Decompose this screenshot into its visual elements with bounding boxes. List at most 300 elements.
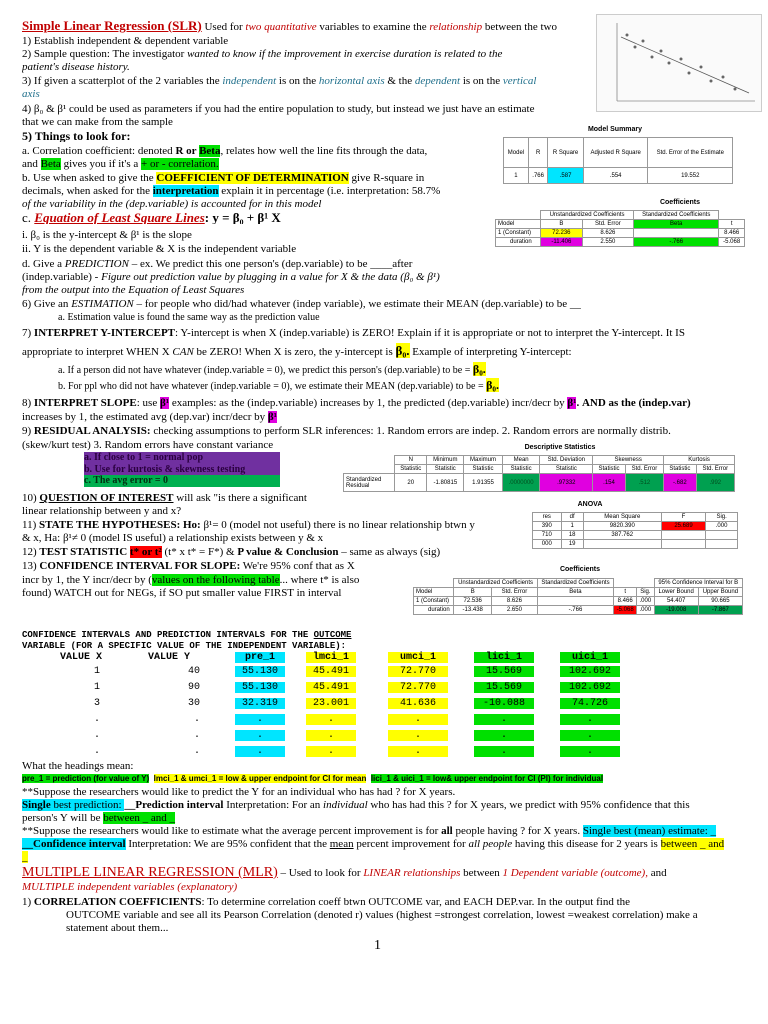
legend-mci: lmci_1 & umci_1 = low & upper endpoint for CI for mean [153, 774, 367, 783]
t: Single best (mean) estimate: _ [582, 825, 717, 837]
t: ... where t* is also [279, 574, 360, 586]
t: P value & Conclusion [237, 546, 339, 558]
ci-placeholder-x: . [93, 746, 100, 757]
ds-sub-3: Statistic [464, 465, 503, 474]
ds-n: 20 [395, 474, 427, 492]
t: β¹ [267, 411, 277, 423]
t: 9) [22, 425, 34, 437]
slr-item-10 [22, 492, 358, 504]
t: 13) [22, 560, 40, 572]
t: (indep.variable) - [22, 271, 102, 283]
t: give R-square in [348, 172, 425, 184]
slr-item-6 [22, 298, 754, 310]
t: mean [329, 838, 354, 850]
mlr-item-1-cont: OUTCOME variable and see all its Pearson Correlation (denoted r) values (highest =strongest correlation, lowest =weakest correlation) make a [66, 909, 698, 921]
t: examples: as the (indep.variable) increases by 1, the predicted (dep.variable) incr/decr by [169, 397, 568, 409]
ci-placeholder-lmci: . [306, 714, 356, 725]
t: appropriate to interpret WHEN X [22, 346, 173, 358]
intro-text-2: variables to examine the [316, 21, 430, 33]
ci-h-value-y: VALUE Y [148, 652, 191, 663]
anova-title: ANOVA [577, 501, 603, 508]
t: will ask "is there a significant [173, 492, 307, 504]
ds-sub-2: Statistic [427, 465, 464, 474]
slr-item-13 [22, 560, 398, 572]
t: gives you if it's a [60, 158, 142, 170]
t: + or - correlation. [141, 158, 219, 170]
t: _ [22, 851, 28, 863]
c2-e1 [414, 579, 454, 588]
slr-item-6a: a. Estimation value is found the same way as the prediction value [58, 312, 320, 323]
headings-legend [22, 773, 754, 785]
c2-h-ub: Upper Bound [698, 588, 742, 597]
model-summary-table [503, 137, 733, 184]
c2-r2-b: -13.438 [454, 606, 492, 615]
slr-item-2-cont [22, 61, 754, 73]
ms-h-model: Model [504, 138, 529, 168]
intro-text-3: between the two [482, 21, 557, 33]
slr-item-9-cont: (skew/kurt test) 3. Random errors have constant variance [22, 439, 274, 451]
t: person's Y will be [22, 812, 104, 824]
t: LINEAR relationships [363, 867, 461, 879]
t: – ex. We predict this one person's (dep.variable) to be ____after [128, 258, 413, 270]
c2-r2-ub: -7.867 [698, 606, 742, 615]
c1-h-beta: Beta [634, 220, 719, 229]
ci-placeholder-lici: . [474, 746, 534, 757]
t: & the [384, 75, 415, 87]
suppose-2 [22, 825, 754, 837]
t: is on the [460, 75, 503, 87]
t: __Prediction interval [124, 799, 224, 811]
t: : Y-intercept is when X (indep.variable) is ZERO! Explain if it is appropriate or not to interpret the Y-intercept. It IS [175, 327, 685, 339]
headings-question: What the headings mean: [22, 760, 134, 772]
an-h-sig: Sig. [706, 513, 738, 522]
t: individual [323, 799, 368, 811]
t: between [460, 867, 503, 879]
slr-item-13-cont [22, 574, 398, 586]
t: vertical [502, 75, 537, 87]
ci-cell-lmci: 23.001 [306, 698, 356, 709]
t: Interpretation: We are 95% confident that the [125, 838, 330, 850]
ds-sub-7: Std. Error [625, 465, 663, 474]
an-r2-ss: 710 [533, 531, 562, 540]
slr-item-8 [22, 397, 754, 409]
t: __Confidence interval [22, 838, 126, 850]
item-5b-cont [22, 185, 498, 197]
ds-h-min: Minimum [427, 456, 464, 465]
an-h-ss: res [533, 513, 562, 522]
ds-skew: .154 [593, 474, 625, 492]
an-h-df: df [561, 513, 583, 522]
ds-max: 1.91355 [464, 474, 503, 492]
c2-h-t: t [614, 588, 637, 597]
t: β₀. [395, 343, 410, 358]
t: : To determine correlation coeff btwn OUTCOME var, and EACH DEP.var. In the output find the [201, 896, 631, 908]
ci-cell-lmci: 45.491 [306, 666, 356, 677]
ds-sub-1: Statistic [395, 465, 427, 474]
slr-item-2-cont-text: patient's disease history. [22, 61, 130, 73]
an-r1-f: 25.689 [661, 522, 705, 531]
slr-item-11 [22, 519, 530, 531]
ms-h-rsq: R Square [548, 138, 583, 168]
c2-r1-t: 8.466 [614, 597, 637, 606]
ci-placeholder-lmci: . [306, 730, 356, 741]
t: STATE THE HYPOTHESES: Ho: [39, 519, 201, 531]
slr-item-11-cont: & x, Ha: β¹≠ 0 (model IS useful) a relationship exists between y & x [22, 532, 324, 544]
ci-cell-lici: 15.569 [474, 682, 534, 693]
desc-stats-table [343, 455, 735, 492]
c2-e3 [637, 579, 654, 588]
ci-placeholder-lici: . [474, 730, 534, 741]
slr-item-10-cont: linear relationship between y and x? [22, 505, 182, 517]
ds-h-mean: Mean [502, 456, 540, 465]
ci-h-lmci: lmci_1 [306, 652, 356, 663]
c2-r2-se: 2.650 [492, 606, 538, 615]
t: 3) If given a scatterplot of the 2 variables the [22, 75, 223, 87]
ds-h-sd: Std. Deviation [540, 456, 593, 465]
ci-cell-y: 90 [187, 682, 200, 693]
t: a. If a person did not have whatever (indep.variable = 0), we predict this person's (dep.variable) to be = [58, 365, 473, 376]
c1-r1-t: 8.466 [719, 229, 745, 238]
ds-sub-4: Statistic [502, 465, 540, 474]
t: Interpretation: For an [223, 799, 324, 811]
c2-h-lb: Lower Bound [654, 588, 698, 597]
desc-stats-title: Descriptive Statistics [524, 444, 596, 451]
an-r1-ms: 9820.390 [583, 522, 661, 531]
slr-item-7 [22, 327, 754, 339]
ms-v-adj: .554 [583, 168, 648, 184]
t: people having ? for X years. [452, 825, 583, 837]
intro-relationship: relationship [429, 21, 483, 33]
ci-cell-uici: 74.726 [560, 698, 620, 709]
ci-cell-uici: 102.692 [560, 666, 620, 677]
legend-pre: pre_1 = prediction (for value of Y) [22, 774, 150, 783]
t: 7) [22, 327, 34, 339]
c1-r1-model: 1 (Constant) [496, 229, 541, 238]
slr-item-12 [22, 546, 530, 558]
c1-h-unstd: Unstandardized Coefficients [541, 211, 634, 220]
ms-h-adj: Adjusted R Square [583, 138, 648, 168]
t: values on the following table [151, 574, 280, 586]
c2-h-ci: 95% Confidence Interval for B [654, 579, 742, 588]
c1-h-model: Model [496, 220, 541, 229]
c2-h-se: Std. Error [492, 588, 538, 597]
ci-placeholder-uici: . [560, 714, 620, 725]
ms-v-r: .766 [528, 168, 547, 184]
coef1-title: Coefficients [659, 199, 701, 206]
t: CAN [172, 346, 194, 358]
t: best prediction: [50, 799, 125, 811]
an-r1-sig: .000 [706, 522, 738, 531]
c1-h-t: t [719, 220, 745, 229]
c2-r1-se: 8.626 [492, 597, 538, 606]
item-5a-cont [22, 158, 498, 170]
anova-table [532, 512, 738, 549]
t: Beta [199, 145, 221, 157]
t: horizontal axis [318, 75, 385, 87]
ci-cell-pre: 55.130 [235, 666, 285, 677]
intro-text: Used for [204, 21, 246, 33]
slr-item-7-cont [22, 343, 754, 360]
t: percent improvement for [353, 838, 469, 850]
prediction-interval-line [22, 799, 754, 811]
c1-r2-t: -5.068 [719, 238, 745, 247]
ds-min: -1.80815 [427, 474, 464, 492]
slr-item-13-cont2: found) WATCH out for NEGs, if SO put smaller value FIRST in interval [22, 587, 342, 599]
t: COEFFICIENT OF DETERMINATION [156, 172, 349, 184]
mlr-item-1 [22, 896, 754, 908]
t: of the variability in the (dep.variable) is accounted for in this model [22, 198, 322, 210]
t: from the output into the Equation of Least Squares [22, 284, 245, 296]
ci-placeholder-x: . [93, 714, 100, 725]
ci-h-umci: umci_1 [388, 652, 448, 663]
item-5d-cont2 [22, 284, 498, 296]
slr-item-5: 5) Things to look for: [22, 130, 131, 142]
ci-placeholder-y: . [193, 714, 200, 725]
page-number: 1 [374, 938, 381, 953]
ci-cell-x: 3 [93, 698, 100, 709]
t: RESIDUAL ANALYSIS: [33, 425, 151, 437]
t: R or [175, 145, 200, 157]
ci-h-uici: uici_1 [560, 652, 620, 663]
t: having this disease for 2 years is [512, 838, 661, 850]
t: 6) Give an [22, 298, 72, 310]
t: : y = β₀ + β¹ X [204, 212, 281, 224]
an-r3-ss: 000 [533, 540, 562, 549]
an-r3-sig [706, 540, 738, 549]
ci-placeholder-umci: . [388, 746, 448, 757]
prediction-interval-cont [22, 812, 754, 824]
t: t* or t² [129, 546, 162, 558]
slr-item-9 [22, 425, 754, 437]
ci-table [0, 652, 768, 762]
slr-item-7b [58, 378, 754, 394]
t: β₀. [472, 362, 486, 376]
c2-h-unstd: Unstandardized Coefficients [454, 579, 537, 588]
slr-item-2-text: 2) Sample question: The investigator [22, 48, 188, 60]
ci-h-value-x: VALUE X [60, 652, 103, 663]
t: CONFIDENCE INTERVAL FOR SLOPE: [39, 560, 241, 572]
t: 8) [22, 397, 34, 409]
suppose-1: **Suppose the researchers would like to predict the Y for an individual who has had ? for X years. [22, 786, 456, 798]
t: ESTIMATION [71, 298, 134, 310]
ds-h-kurt: Kurtosis [664, 456, 735, 465]
c1-r1-b: 72.236 [541, 229, 583, 238]
residual-note-a: a. If close to 1 = normal pop [84, 452, 280, 464]
residual-note-b: b. Use for kurtosis & skewness testing [84, 464, 280, 476]
t: TEST STATISTIC [39, 546, 128, 558]
t: CONFIDENCE INTERVALS AND PREDICTION INTERVALS FOR THE [22, 630, 314, 640]
ds-sub-8: Statistic [664, 465, 696, 474]
item-5a [22, 145, 498, 157]
t: We're 95% conf that as X [240, 560, 355, 572]
t: : use [136, 397, 160, 409]
t: interpretation [152, 185, 219, 197]
coef2-title: Coefficients [559, 566, 601, 573]
an-r1-df: 1 [561, 522, 583, 531]
ds-kurt: -.682 [664, 474, 696, 492]
ci-placeholder-lici: . [474, 714, 534, 725]
c2-r1-b: 72.536 [454, 597, 492, 606]
t: Equation of Least Square Lines [34, 212, 205, 224]
ds-h-skew: Skewness [593, 456, 664, 465]
page-title: Simple Linear Regression (SLR) [22, 20, 202, 33]
ds-sub-5: Statistic [540, 465, 593, 474]
c2-r1-beta [537, 597, 613, 606]
ci-heading-2: VARIABLE (FOR A SPECIFIC VALUE OF THE INDEPENDENT VARIABLE): [22, 641, 347, 651]
c1-h-std: Standardized Coefficients [634, 211, 719, 220]
c1-h-se: Std. Error [582, 220, 633, 229]
ci-cell-pre: 32.319 [235, 698, 285, 709]
t: OUTCOME [313, 630, 352, 640]
t: increases by 1, the estimated avg (dep.var) incr/decr by [22, 411, 268, 423]
c1-r1-beta [634, 229, 719, 238]
t: checking assumptions to perform SLR inferences: 1. Random errors are indep. 2. Random errors are normally distrib. [150, 425, 671, 437]
t: β¹ [567, 397, 577, 409]
c2-r1-sig: .000 [637, 597, 654, 606]
t: all people [468, 838, 513, 850]
c2-r1-model: 1 (Constant) [414, 597, 454, 606]
ci-placeholder-uici: . [560, 730, 620, 741]
c2-r2-t: -5.068 [614, 606, 637, 615]
t: Beta [40, 158, 61, 170]
ds-empty [344, 456, 395, 465]
t: is on the [276, 75, 319, 87]
ds-sub-9: Std. Error [696, 465, 734, 474]
t: explain it in percentage (i.e. interpretation: 58.7% [218, 185, 441, 197]
c1-r2-se: 2.550 [582, 238, 633, 247]
t: 12) [22, 546, 40, 558]
an-r1-ss: 390 [533, 522, 562, 531]
slr-item-2 [22, 48, 588, 60]
c2-r1-lb: 54.407 [654, 597, 698, 606]
an-h-ms: Mean Square [583, 513, 661, 522]
ci-placeholder-umci: . [388, 730, 448, 741]
t: independent [222, 75, 277, 87]
an-r2-ms: 387.762 [583, 531, 661, 540]
slr-item-3 [22, 75, 754, 87]
model-summary-title: Model Summary [587, 126, 643, 133]
item-5b [22, 172, 498, 184]
c2-r2-lb: -19.008 [654, 606, 698, 615]
ds-skew-se: .512 [625, 474, 663, 492]
t: β¹ [159, 397, 170, 409]
c1-r2-beta: -.766 [634, 238, 719, 247]
ms-h-se: Std. Error of the Estimate [648, 138, 733, 168]
t: between _ and _ [103, 812, 175, 824]
c1-r2-model: duration [496, 238, 541, 247]
an-r3-f [661, 540, 705, 549]
c2-r2-beta: -.766 [537, 606, 613, 615]
an-r3-ms [583, 540, 661, 549]
ci-placeholder-x: . [93, 730, 100, 741]
c2-h-b: B [454, 588, 492, 597]
c2-e2 [614, 579, 637, 588]
ci-h-pre: pre_1 [235, 652, 285, 663]
ds-mean: .0000000 [502, 474, 540, 492]
mlr-title: MULTIPLE LINEAR REGRESSION (MLR) [22, 866, 278, 880]
an-r2-f [661, 531, 705, 540]
c1-r1-se: 8.626 [582, 229, 633, 238]
ds-kurt-se: .992 [696, 474, 734, 492]
an-r2-df: 18 [561, 531, 583, 540]
ci-cell-x: 1 [93, 682, 100, 693]
t: who has had this ? for X years, we predict with 95% confidence that this [367, 799, 690, 811]
mlr-item-1-cont2: statement about them... [66, 922, 169, 934]
c2-h-sig: Sig. [637, 588, 654, 597]
c2-h-beta: Beta [537, 588, 613, 597]
t: Single [22, 799, 51, 811]
t: **Suppose the researchers would like to estimate what the average percent improvement is for [22, 825, 442, 837]
ci-placeholder-lmci: . [306, 746, 356, 757]
item-5c [22, 212, 478, 224]
t: 1 Dependent variable (outcome), [502, 867, 648, 879]
item-5d [22, 258, 478, 270]
ds-row-label: Standardized Residual [344, 474, 395, 492]
ci-cell-lici: 15.569 [474, 666, 534, 677]
ci-cell-lici: -10.088 [474, 698, 534, 709]
t: . AND as the (indep.var) [576, 397, 691, 409]
t: Example of interpreting Y-intercept: [409, 346, 572, 358]
t: b. Use when asked to give the [22, 172, 157, 184]
item-5d-cont [22, 271, 498, 283]
c1-r2-b: -11.406 [541, 238, 583, 247]
ci-placeholder-pre: . [235, 746, 285, 757]
ds-h-max: Maximum [464, 456, 503, 465]
ci-cell-y: 30 [187, 698, 200, 709]
ds-empty2 [344, 465, 395, 474]
ci-cell-umci: 41.636 [388, 698, 448, 709]
coef2-table [413, 578, 743, 615]
t: decimals, when asked for the [22, 185, 153, 197]
mlr-title-line [22, 866, 754, 880]
t: QUESTION OF INTEREST [39, 492, 174, 504]
ms-v-model: 1 [504, 168, 529, 184]
residual-notes-box [84, 452, 280, 487]
item-5b-cont2 [22, 198, 498, 210]
slr-item-3-cont [22, 88, 754, 100]
c1-empty [496, 211, 541, 220]
ci-cell-lmci: 45.491 [306, 682, 356, 693]
t: Figure out prediction value by plugging in a value for X & the data (β₀ & β¹) [101, 271, 440, 283]
t: CORRELATION COEFFICIENTS [33, 896, 202, 908]
t: – for people who did/had whatever (indep variable), we estimate their MEAN (dep.variable) to be __ [133, 298, 581, 310]
t: MULTIPLE independent variables (explanatory) [22, 881, 238, 893]
mlr-subtitle [22, 881, 754, 893]
t: d. Give a [22, 258, 65, 270]
coef1-table [495, 210, 745, 247]
c2-r2-model: duration [414, 606, 454, 615]
t: β₀. [486, 378, 500, 392]
t: INTERPRET Y-INTERCEPT [33, 327, 176, 339]
ci-placeholder-pre: . [235, 714, 285, 725]
slr-item-1: 1) Establish independent & dependent variable [22, 35, 229, 47]
slr-item-8-cont [22, 411, 754, 423]
ci-cell-umci: 72.770 [388, 666, 448, 677]
intro-two-quant: two quantitative [245, 21, 317, 33]
ci-placeholder-y: . [193, 730, 200, 741]
t: 11) [22, 519, 40, 531]
an-r2-sig [706, 531, 738, 540]
t: INTERPRET SLOPE [33, 397, 137, 409]
an-h-f: F [661, 513, 705, 522]
t: and [22, 158, 41, 170]
c2-h-model: Model [414, 588, 454, 597]
ci-cell-x: 1 [93, 666, 100, 677]
ds-h-n: N [395, 456, 427, 465]
t: 1) [22, 896, 34, 908]
t: (t* x t* = F*) & [161, 546, 238, 558]
ci-placeholder-y: . [193, 746, 200, 757]
